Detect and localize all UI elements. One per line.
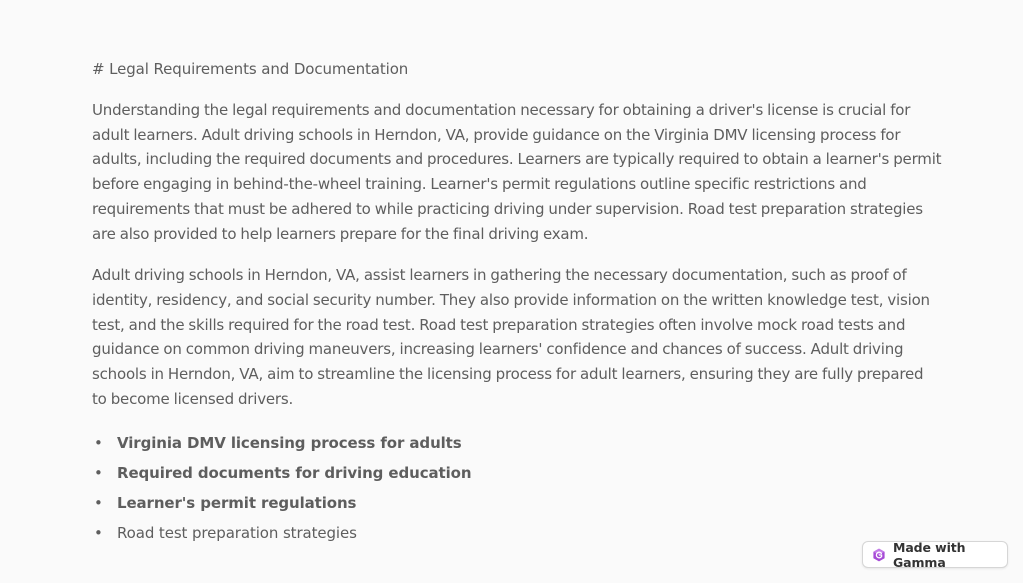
bullet-item xyxy=(92,428,942,458)
article-content xyxy=(92,58,942,548)
bullet-item xyxy=(92,458,942,488)
bullet-marker: • xyxy=(94,464,103,483)
bullet-text: Road test preparation strategies xyxy=(117,524,357,543)
made-with-gamma-button[interactable] xyxy=(862,541,1008,568)
bullet-text: Learner's permit regulations xyxy=(117,494,357,513)
badge-label: Made with Gamma xyxy=(893,539,966,570)
gamma-logo-icon xyxy=(872,548,886,562)
bullet-item xyxy=(92,488,942,518)
paragraph-1: Understanding the legal requirements and documentation necessary for obtaining a driver's license is crucial for adult learners. Adult driving schools in Herndon, VA, provide guidance on the Virginia DMV licensing process for adults, including the required documents and procedures. Learners are typically required to obtain a learner's permit before engaging in behind-the-wheel training. Learner's permit regulations outline specific restrictions and requirements that must be adhered to while practicing driving under supervision. Road test preparation strategies are also provided to help learners prepare for the final driving exam. xyxy=(92,101,942,243)
bullet-item xyxy=(92,518,942,548)
bullet-marker: • xyxy=(94,524,103,543)
bullet-text: Required documents for driving education xyxy=(117,464,472,483)
section-heading: # Legal Requirements and Documentation xyxy=(92,60,409,78)
bullet-text: Virginia DMV licensing process for adults xyxy=(117,434,462,453)
bullet-list xyxy=(92,428,942,548)
bullet-marker: • xyxy=(94,494,103,513)
paragraph-2: Adult driving schools in Herndon, VA, assist learners in gathering the necessary documentation, such as proof of identity, residency, and social security number. They also provide information on the written knowledge test, vision test, and the skills required for the road test. Road test preparation strategies often involve mock road tests and guidance on common driving maneuvers, increasing learners' confidence and chances of success. Adult driving schools in Herndon, VA, aim to streamline the licensing process for adult learners, ensuring they are fully prepared to become licensed drivers. xyxy=(92,266,930,408)
bullet-marker: • xyxy=(94,434,103,453)
